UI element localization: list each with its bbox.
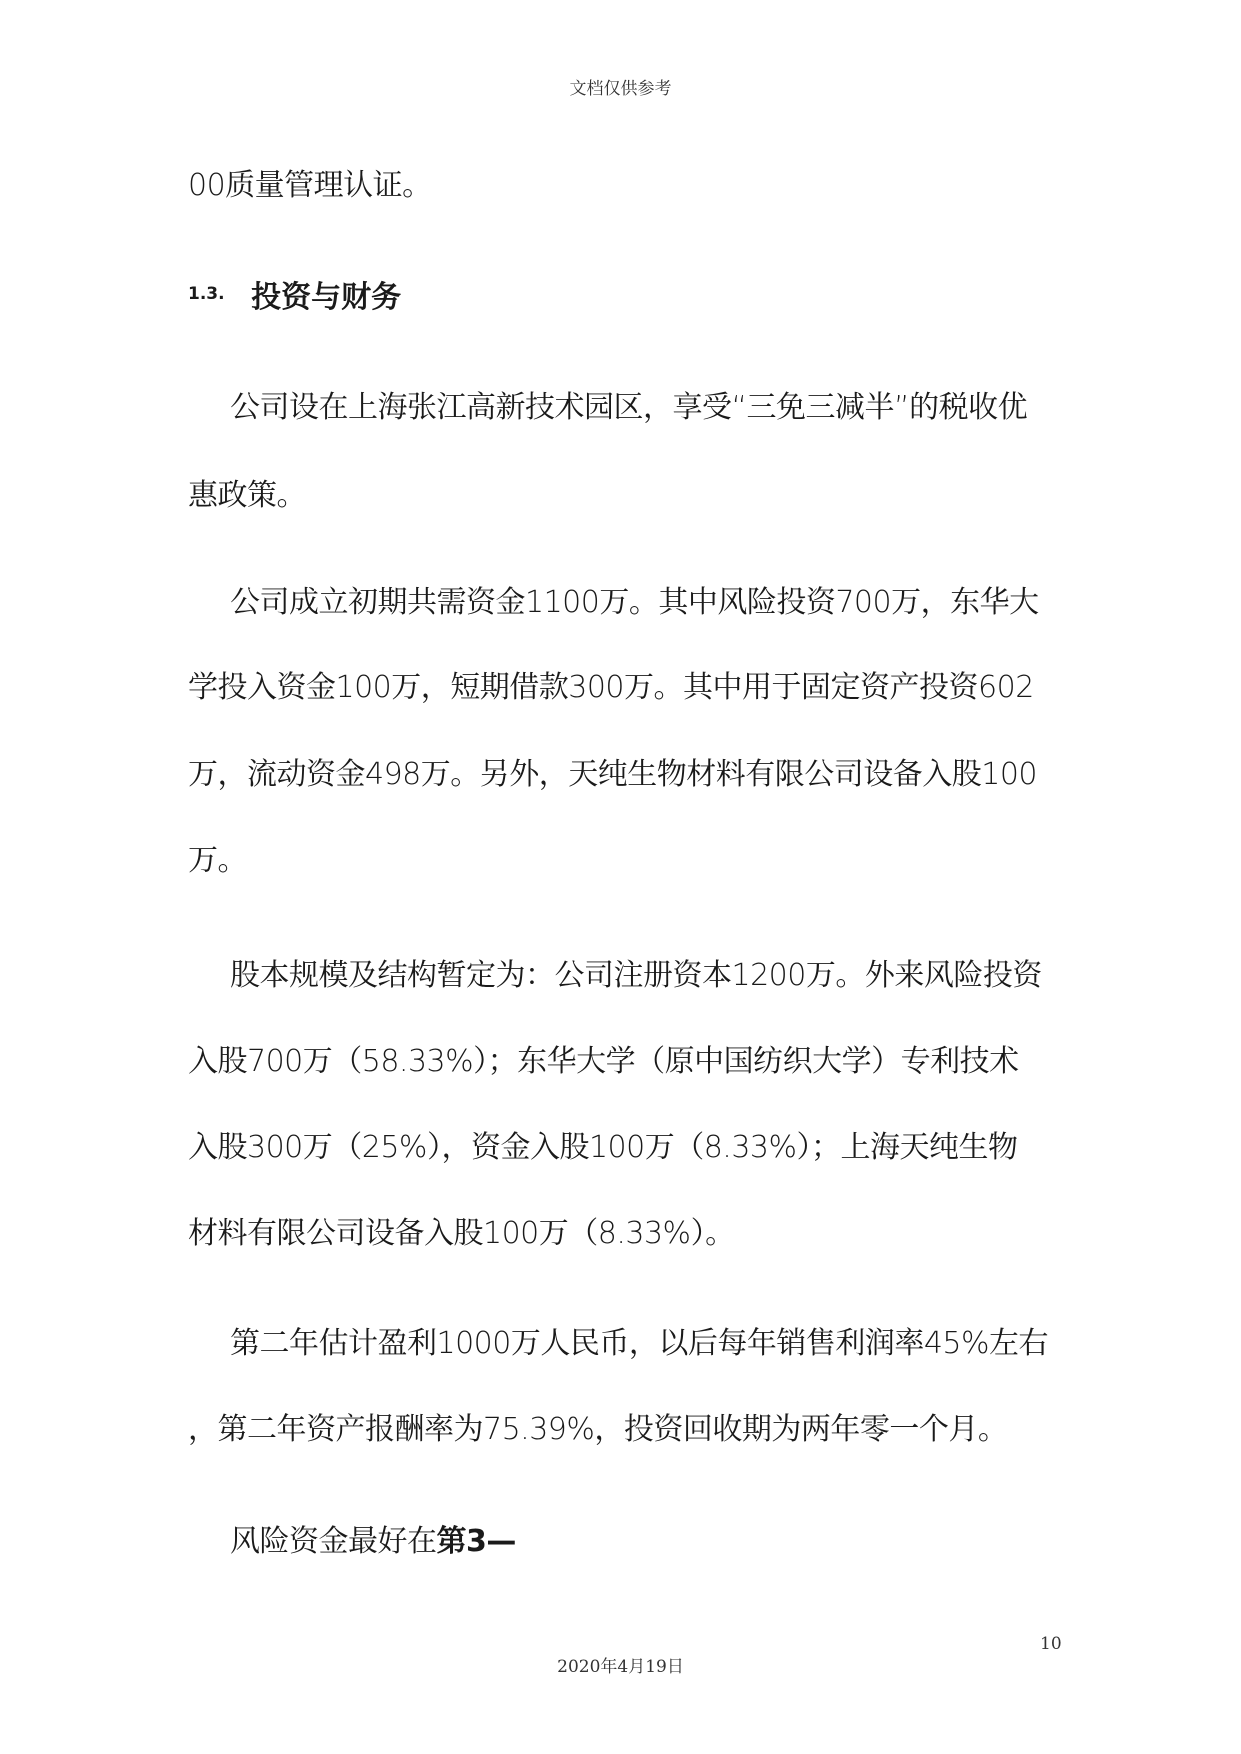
section-heading	[188, 272, 401, 316]
paragraph-line: 入股700万（58.33%）；东华大学（原中国纺织大学）专利技术	[188, 1044, 1019, 1079]
paragraph-line-last	[230, 1516, 516, 1560]
page-number: 10	[1040, 1634, 1062, 1654]
paragraph-line: 股本规模及结构暂定为：公司注册资本1200万。外来风险投资	[230, 958, 1042, 993]
last-line-text: 风险资金最好在	[230, 1524, 437, 1559]
paragraph-line: ，第二年资产报酬率为75.39%，投资回收期为两年零一个月。	[188, 1412, 1008, 1447]
paragraph-line: 万，流动资金498万。另外，天纯生物材料有限公司设备入股100	[188, 757, 1038, 792]
continuation-line: 00质量管理认证。	[188, 168, 432, 203]
paragraph-line: 公司成立初期共需资金1100万。其中风险投资700万，东华大	[230, 585, 1039, 620]
paragraph-line: 入股300万（25%），资金入股100万（8.33%）；上海天纯生物	[188, 1130, 1018, 1165]
footer-date: 2020年4月19日	[557, 1657, 684, 1677]
paragraph-line: 万。	[188, 843, 247, 878]
paragraph-line: 公司设在上海张江高新技术园区，享受“三免三减半”的税收优	[230, 390, 1028, 425]
page-header: 文档仅供参考	[569, 79, 672, 99]
paragraph-line: 惠政策。	[188, 478, 306, 513]
paragraph-line: 材料有限公司设备入股100万（8.33%）。	[188, 1216, 735, 1251]
paragraph-line: 第二年估计盈利1000万人民币，以后每年销售利润率45%左右	[230, 1326, 1049, 1361]
section-title: 投资与财务	[251, 280, 402, 315]
last-line-bold-text: 第3—	[436, 1524, 516, 1559]
paragraph-line: 学投入资金100万，短期借款300万。其中用于固定资产投资602	[188, 670, 1034, 705]
section-number: 1.3.	[188, 284, 225, 304]
